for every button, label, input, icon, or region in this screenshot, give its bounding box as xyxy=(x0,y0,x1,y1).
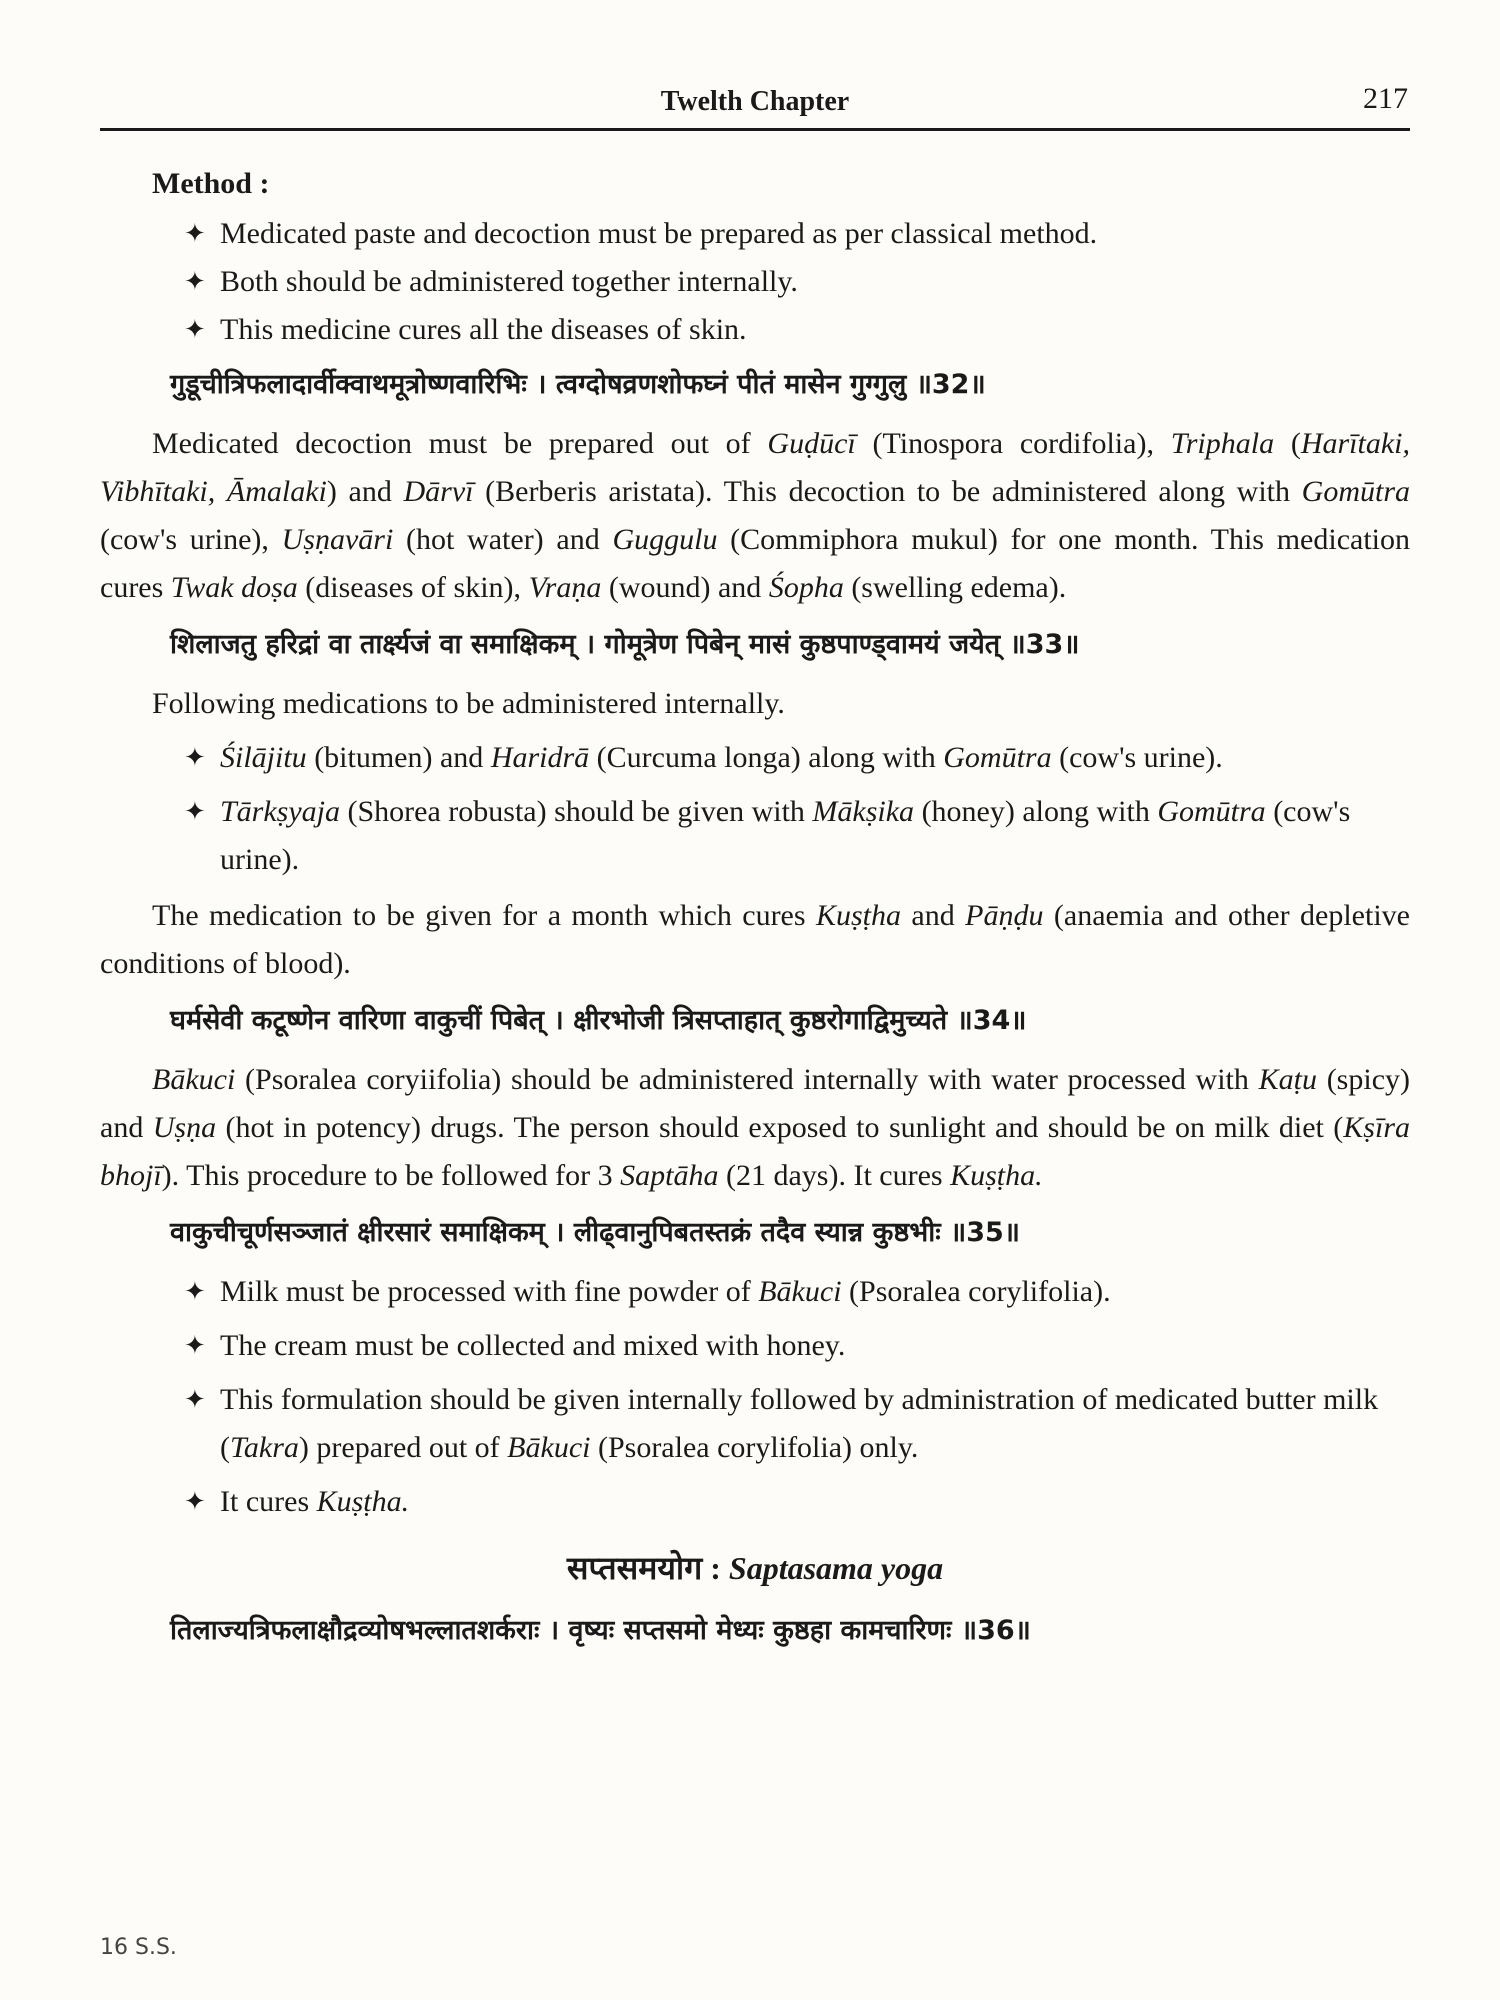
page-header xyxy=(100,78,1410,131)
bakuci-bullet-list xyxy=(100,1268,1410,1526)
bullet-icon: ✦ xyxy=(184,1487,206,1516)
list-item: ✦ It cures Kuṣṭha. xyxy=(100,1478,1410,1526)
bullet-icon: ✦ xyxy=(184,315,206,344)
sanskrit-verse-36: तिलाज्यत्रिफलाक्षौद्रव्योषभल्लातशर्कराः । वृष्यः सप्तसमो मेध्यः कुष्ठहा कामचारिणः ॥36॥ xyxy=(170,1615,1031,1646)
chapter-title: Twelth Chapter xyxy=(660,86,850,117)
list-item: ✦ This medicine cures all the diseases of skin. xyxy=(100,306,1410,354)
paragraph-33: The medication to be given for a month which cures Kuṣṭha and Pāṇḍu (anaemia and other depletive conditions of blood). xyxy=(100,899,1410,980)
bullet-icon: ✦ xyxy=(184,267,206,296)
list-item: ✦ Tārkṣyaja (Shorea robusta) should be given with Mākṣika (honey) along with Gomūtra (cow's urine). xyxy=(100,788,1410,884)
list-item: ✦ Śilājitu (bitumen) and Haridrā (Curcuma longa) along with Gomūtra (cow's urine). xyxy=(100,734,1410,782)
section-subheading: सप्तसमयोग : Saptasama yoga xyxy=(566,1549,944,1587)
bullet-icon: ✦ xyxy=(184,219,206,248)
list-item: ✦ This formulation should be given internally followed by administration of medicated butter milk (Takra) prepared out of Bākuci (Psoralea corylifolia) only. xyxy=(100,1376,1410,1472)
bullet-icon: ✦ xyxy=(184,1277,206,1306)
bullet-icon: ✦ xyxy=(184,743,206,772)
page-number: 217 xyxy=(1363,82,1408,115)
medication-bullet-list xyxy=(100,734,1410,884)
method-heading: Method : xyxy=(152,167,270,200)
bullet-icon: ✦ xyxy=(184,1385,206,1414)
bullet-icon: ✦ xyxy=(184,797,206,826)
lead-text-33: Following medications to be administered internally. xyxy=(152,687,785,720)
footer-signature: 16 S.S. xyxy=(100,1935,177,1960)
list-item: ✦ Medicated paste and decoction must be prepared as per classical method. xyxy=(100,210,1410,258)
list-item: ✦ Both should be administered together internally. xyxy=(100,258,1410,306)
sanskrit-verse-33: शिलाजतु हरिद्रां वा तार्क्ष्यजं वा समाक्षिकम् । गोमूत्रेण पिबेन् मासं कुष्ठपाण्ड्वामयं जयेत् ॥33॥ xyxy=(170,629,1080,660)
paragraph-34: Bākuci (Psoralea coryiifolia) should be administered internally with water processed with Kaṭu (spicy) and Uṣṇa (hot in potency) drugs. The person should exposed to sunlight and should be on milk diet (Kṣīra bhojī). This procedure to be followed for 3 Saptāha (21 days). It cures Kuṣṭha. xyxy=(100,1063,1410,1192)
method-bullet-list xyxy=(100,210,1410,354)
list-item: ✦ The cream must be collected and mixed with honey. xyxy=(100,1322,1410,1370)
sanskrit-verse-34: घर्मसेवी कटूष्णेन वारिणा वाकुचीं पिबेत् । क्षीरभोजी त्रिसप्ताहात् कुष्ठरोगाद्विमुच्यते ॥34॥ xyxy=(170,1005,1027,1036)
paragraph-32: Medicated decoction must be prepared out of Guḍūcī (Tinospora cordifolia), Triphala (Harītaki, Vibhītaki, Āmalaki) and Dārvī (Berberis aristata). This decoction to be administered along with Gomūtra (cow's urine), Uṣṇavāri (hot water) and Guggulu (Commiphora mukul) for one month. This medication cures Twak doṣa (diseases of skin), Vraṇa (wound) and Śopha (swelling edema). xyxy=(100,427,1410,604)
bullet-icon: ✦ xyxy=(184,1331,206,1360)
list-item: ✦ Milk must be processed with fine powder of Bākuci (Psoralea corylifolia). xyxy=(100,1268,1410,1316)
sanskrit-verse-32: गुडूचीत्रिफलादार्वीक्वाथमूत्रोष्णवारिभिः । त्वग्दोषव्रणशोफघ्नं पीतं मासेन गुग्गुलु ॥32॥ xyxy=(170,369,986,400)
sanskrit-verse-35: वाकुचीचूर्णसञ्जातं क्षीरसारं समाक्षिकम् । लीढ्वानुपिबतस्तक्रं तदैव स्यान्न कुष्ठभीः ॥35॥ xyxy=(170,1217,1020,1248)
page-content xyxy=(100,160,1410,1666)
